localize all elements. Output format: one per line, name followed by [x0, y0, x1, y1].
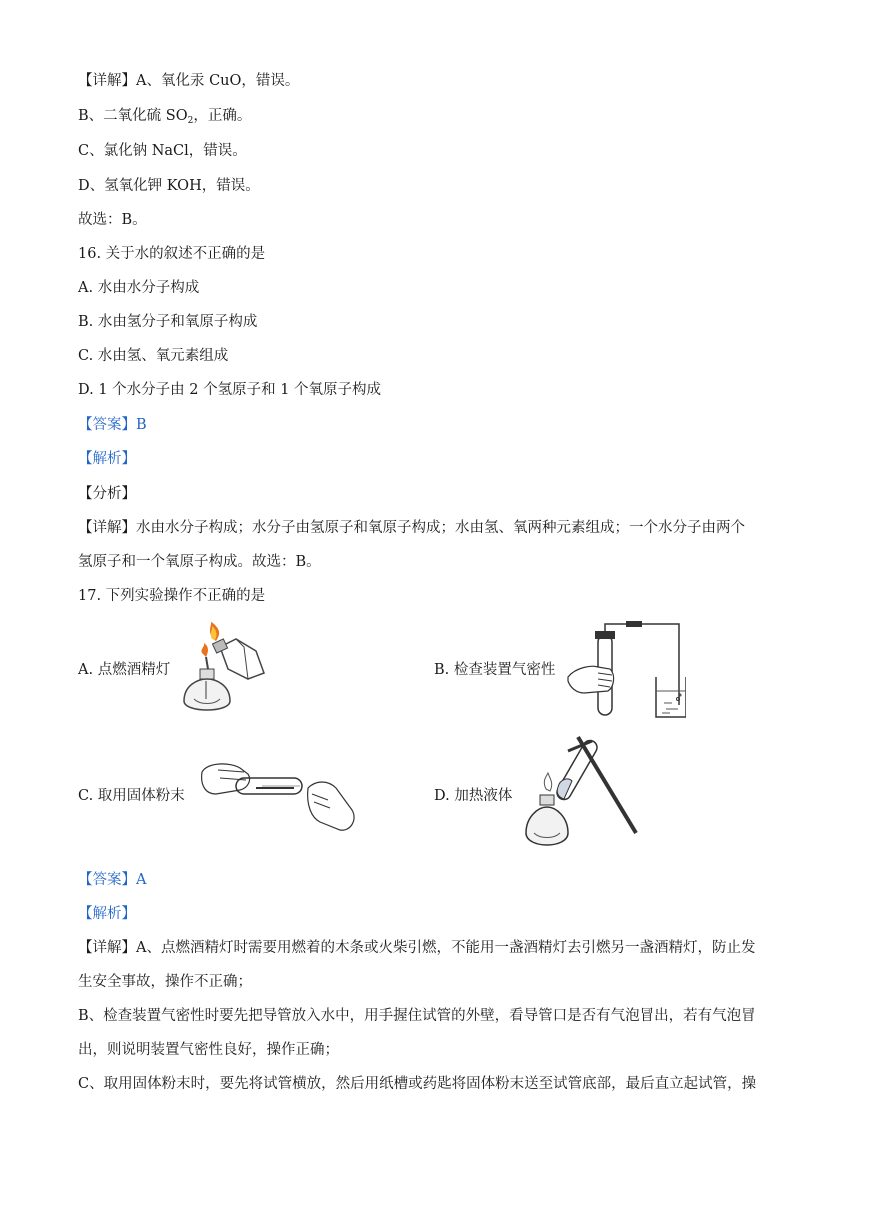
- q17-answer: 【答案】A: [78, 872, 147, 888]
- q16-fenxi-label: 【分析】: [78, 486, 136, 502]
- q17-detail-2: 生安全事故，操作不正确；: [78, 974, 252, 990]
- alcohol-lamp-lighting-illustration: [178, 621, 278, 719]
- heating-liquid-illustration: [520, 733, 640, 857]
- q16-option-c: C. 水由氢、氧元素组成: [78, 348, 229, 364]
- q17-analysis-label: 【解析】: [78, 906, 136, 922]
- line-detail-a: 【详解】A、氧化汞 CuO，错误。: [78, 73, 300, 89]
- line-option-b-tail: ，正确。: [193, 108, 252, 124]
- question-17: 17. 下列实验操作不正确的是: [78, 588, 266, 604]
- question-16: 16. 关于水的叙述不正确的是: [78, 246, 266, 262]
- q16-analysis-label: 【解析】: [78, 451, 136, 467]
- line-conclusion: 故选：B。: [78, 212, 147, 228]
- q17-detail-1: 【详解】A、点燃酒精灯时需要用燃着的木条或火柴引燃，不能用一盏酒精灯去引燃另一盏酒精灯，防止发: [78, 940, 756, 956]
- q16-option-a: A. 水由水分子构成: [78, 280, 200, 296]
- q16-detail-1: 【详解】水由水分子构成；水分子由氢原子和氧原子构成；水由氢、氧两种元素组成；一个水分子由两个: [78, 520, 745, 536]
- airtightness-check-illustration: [566, 621, 686, 721]
- q17-option-c: C. 取用固体粉末: [78, 788, 185, 804]
- q16-detail-2: 氢原子和一个氧原子构成。故选：B。: [78, 554, 321, 570]
- q16-option-d: D. 1 个水分子由 2 个氢原子和 1 个氧原子构成: [78, 382, 382, 398]
- q17-option-a: A. 点燃酒精灯: [78, 662, 171, 678]
- subscript: 2: [187, 116, 194, 126]
- line-option-b-text: B、二氧化硫 SO: [78, 108, 188, 124]
- solid-powder-illustration: [200, 760, 358, 835]
- line-option-b: [78, 106, 251, 131]
- q16-option-b: B. 水由氢分子和氧原子构成: [78, 314, 258, 330]
- q17-detail-4: 出，则说明装置气密性良好，操作正确；: [78, 1042, 339, 1058]
- line-option-c: C、氯化钠 NaCl，错误。: [78, 143, 247, 159]
- q16-answer: 【答案】B: [78, 417, 147, 433]
- line-option-d: D、氢氧化钾 KOH，错误。: [78, 178, 260, 194]
- q17-option-b: B. 检查装置气密性: [434, 662, 556, 678]
- q17-detail-3: B、检查装置气密性时要先把导管放入水中，用手握住试管的外壁，看导管口是否有气泡冒出，若有气泡冒: [78, 1008, 756, 1024]
- q17-option-d: D. 加热液体: [434, 788, 513, 804]
- q17-detail-5: C、取用固体粉末时，要先将试管横放，然后用纸槽或药匙将固体粉末送至试管底部，最后直立起试管，操: [78, 1076, 757, 1092]
